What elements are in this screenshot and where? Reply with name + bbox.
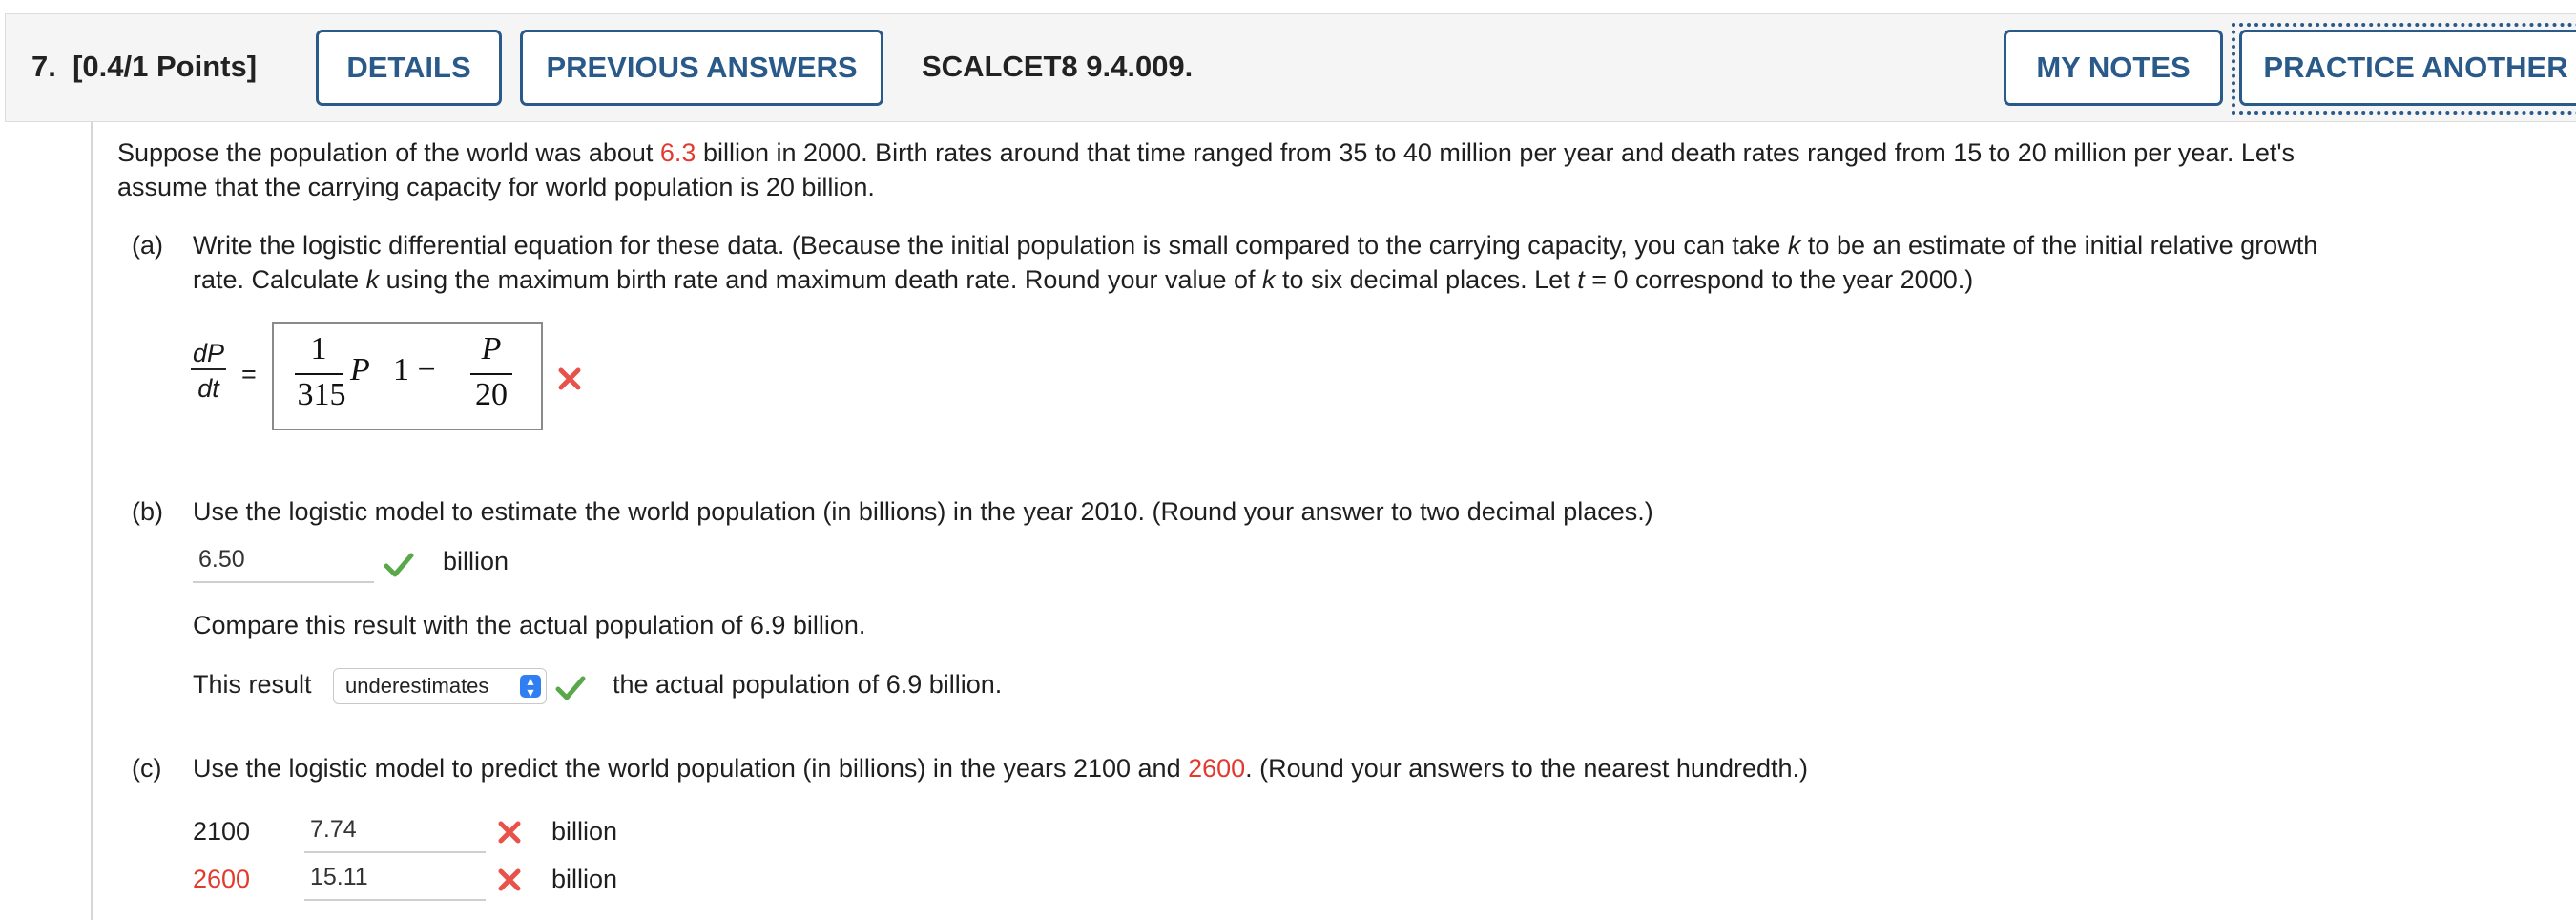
result-select-value: underestimates — [345, 674, 489, 698]
fraction-twenty: 20 — [475, 377, 508, 412]
part-b-compare: Compare this result with the actual population of 6.9 billion. — [193, 611, 866, 639]
unit-2600: billion — [551, 865, 618, 893]
fraction-p: P — [481, 331, 502, 366]
correct-icon — [384, 552, 414, 578]
fraction-numerator: 1 — [310, 331, 327, 366]
part-a-label: (a) — [132, 231, 163, 260]
incorrect-icon — [557, 366, 582, 391]
part-b-question: Use the logistic model to estimate the world population (in billions) in the year 2010. (Round your answer to two decimal places.) — [193, 497, 1653, 526]
unit-2100: billion — [551, 817, 618, 846]
points: [0.4/1 Points] — [73, 50, 258, 83]
part-a-line-2: rate. Calculate k using the maximum birth rate and maximum death rate. Round your value of k to six decimal places. Let t = 0 correspond to the year 2000.) — [193, 265, 1974, 294]
equals-sign: = — [241, 360, 257, 388]
part-b-answer-input[interactable]: 6.50 — [193, 537, 374, 583]
intro-line-1: Suppose the population of the world was about 6.3 billion in 2000. Birth rates around that time ranged from 35 to 40 million per year and death rates ranged from 15 to 20 million per year. Let's — [117, 138, 2296, 167]
previous-answers-button[interactable]: PREVIOUS ANSWERS — [520, 30, 883, 106]
part-b-unit: billion — [443, 547, 509, 575]
details-button[interactable]: DETAILS — [316, 30, 502, 106]
answer-2600-input[interactable]: 15.11 — [304, 855, 486, 901]
fraction-bar — [295, 373, 343, 375]
year-2600-label: 2600 — [193, 865, 251, 893]
content-border — [91, 122, 93, 920]
variable-p: P — [350, 352, 370, 387]
incorrect-icon — [497, 868, 522, 892]
year-2100-label: 2100 — [193, 817, 251, 846]
result-select[interactable] — [333, 668, 547, 704]
part-a-line-1: Write the logistic differential equation for these data. (Because the initial population is small compared to the carrying capacity, you can take k to be an estimate of the initial relative growth — [193, 231, 2318, 260]
intro-line-2: assume that the carrying capacity for world population is 20 billion. — [117, 173, 875, 201]
question-number: 7. [0.4/1 Points] — [31, 50, 258, 83]
practice-another-button[interactable]: PRACTICE ANOTHER — [2239, 30, 2576, 106]
fraction-bar-2 — [470, 373, 512, 375]
equation-answer-box[interactable] — [272, 322, 543, 430]
part-b-label: (b) — [132, 497, 163, 526]
derivative-dp-dt: $\frac{dP}{dt}$ — [193, 339, 225, 403]
highlight-value: 6.3 — [659, 138, 696, 167]
correct-icon — [555, 675, 586, 701]
one-minus: 1 − — [393, 352, 436, 387]
result-prefix: This result — [193, 670, 312, 699]
part-c-question: Use the logistic model to predict the world population (in billions) in the years 2100 and 2600. (Round your answers to the nearest hundredth.) — [193, 754, 1809, 783]
result-suffix: the actual population of 6.9 billion. — [613, 670, 1003, 699]
select-arrows-icon: ▴ ▾ — [520, 675, 541, 698]
my-notes-button[interactable]: MY NOTES — [2004, 30, 2223, 106]
answer-2100-input[interactable]: 7.74 — [304, 807, 486, 853]
part-c-label: (c) — [132, 754, 162, 783]
incorrect-icon — [497, 820, 522, 845]
problem-code: SCALCET8 9.4.009. — [922, 50, 1194, 83]
fraction-denominator: 315 — [297, 377, 346, 412]
